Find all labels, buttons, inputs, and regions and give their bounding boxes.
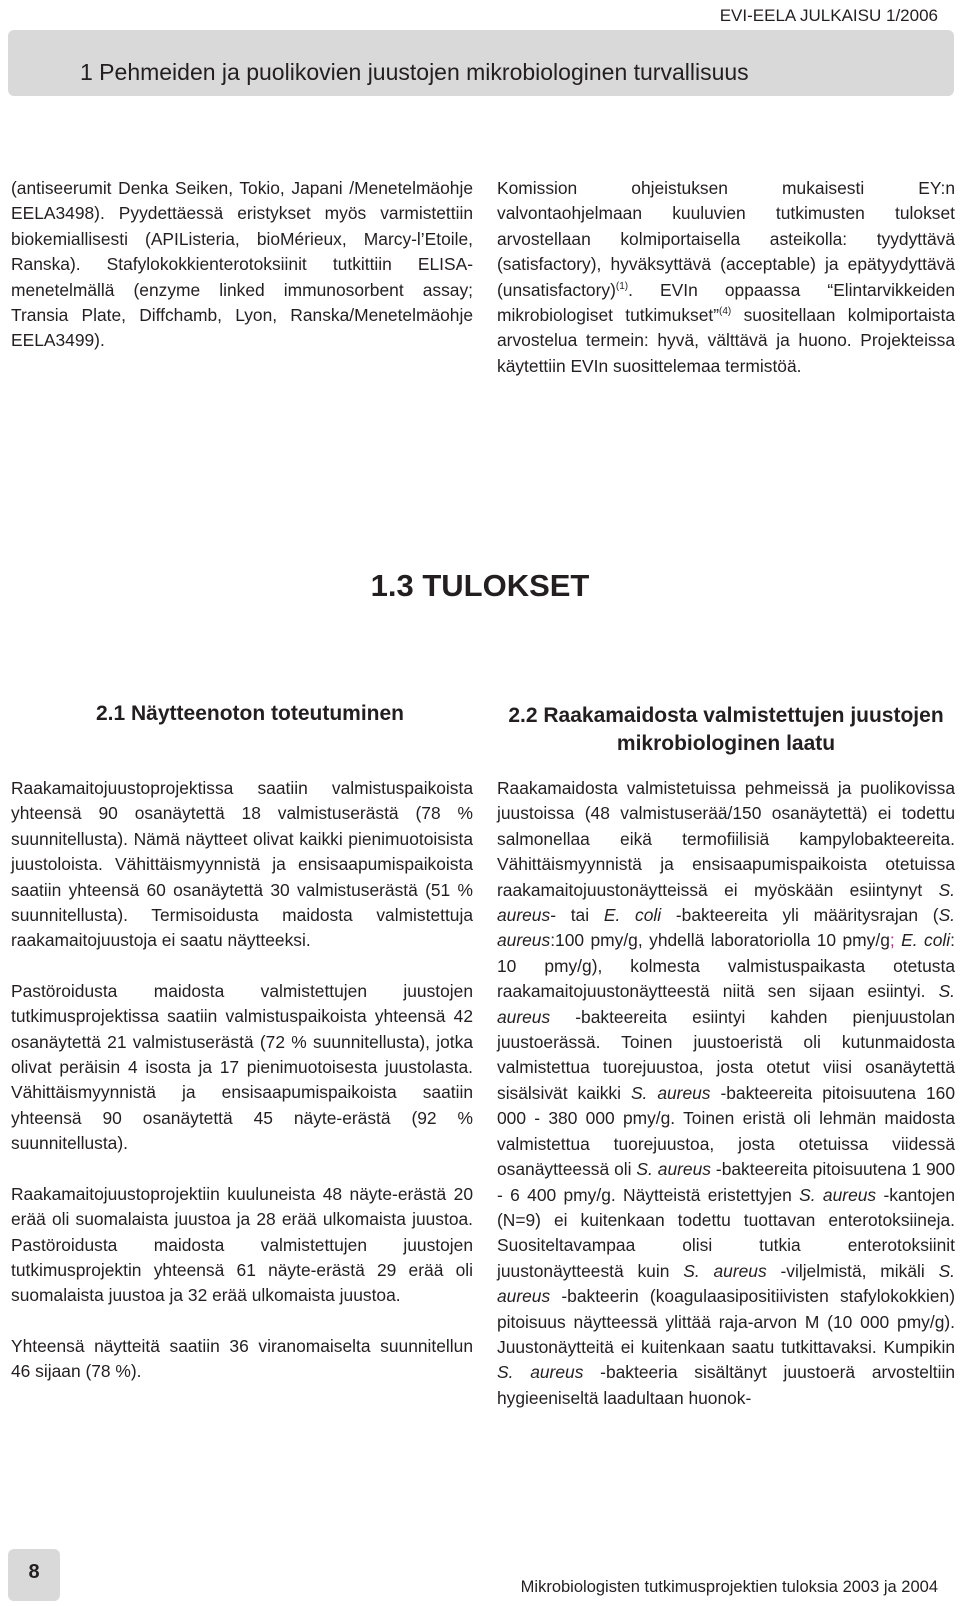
body-paragraph: Pastöroidusta maidosta valmistettujen juustojen tutkimusprojektissa saatiin valmistuspaikoista yhteensä 42 osanäytettä 21 valmistuserästä (72 % suunnitellusta), jotka olivat peräisin 4 isosta ja 17 pienimuotoisesta juustolasta. Vähittäismyynnistä ja ensisaapumispaikoista saatiin yhteensä 90 osanäytettä 45 näyte-erästä (92 % suunnitellusta).	[11, 980, 473, 1154]
subsection-heading-quality: 2.2 Raakamaidosta valmistettujen juustojen mikrobiologinen laatu	[508, 704, 944, 755]
footer-title: Mikrobiologisten tutkimusprojektien tuloksia 2003 ja 2004	[520, 1578, 938, 1596]
reference-1: (1)	[615, 280, 629, 292]
intro-left-column	[11, 176, 473, 379]
page-number: 8	[28, 1561, 40, 1583]
intro-left-paragraph: (antiseerumit Denka Seiken, Tokio, Japani /Menetelmäohje EELA3498). Pyydettäessä eristykset myös varmistettiin biokemiallisesti (APIListeria, bioMérieux, Marcy-l’Etoile, Ranska). Stafylokokkienterotoksiinit tutkittiin ELISA-menetelmällä (enzyme linked immunosorbent assay; Transia Plate, Diffchamb, Lyon, Ranska/Menetelmäohje EELA3499).	[11, 178, 473, 351]
body-paragraph: Raakamaitojuustoprojektissa saatiin valmistuspaikoista yhteensä 90 osanäytettä 18 valmistuserästä (78 % suunnitellusta). Nämä näytteet olivat kaikki pienimuotoisista juustoloista. Vähittäismyynnistä ja ensisaapumispaikoista saatiin yhteensä 60 osanäytettä 30 valmistuserästä (51 % suunnitellusta). Termisoidusta maidosta valmistettuja raakamaitojuustoja ei saatu näytteeksi.	[11, 778, 473, 951]
accent-semicolon: ;	[889, 930, 895, 951]
right-body-column	[497, 776, 955, 1436]
left-body-column	[11, 776, 473, 1410]
subsection-heading-sampling: 2.1 Näytteenoton toteutuminen	[95, 702, 405, 725]
body-paragraph: Raakamaidosta valmistetuissa pehmeissä ja puolikovissa juustoissa (48 valmistuserää/150 osanäytettä) ei todettu salmonellaa eikä termofiilisiä kampylobakteereita. Vähittäismyynnistä ja ensisaapumispaikoista otetuissa raakamaitojuustonäytteissä ei myöskään esiintynyt S. aureus- tai E. coli -bakteereita yli määritysrajan (S. aureus:100 pmy/g, yhdellä laboratoriolla 10 pmy/g; E. coli: 10 pmy/g), kolmesta valmistuspaikasta otetusta raakamaitojuustonäytteestä niitä sen sijaan esiintyi. S. aureus -bakteereita esiintyi kahden pienjuustolan juustoerässä. Toinen juustoeristä oli kutunmaidosta valmistettua tuorejuustoa, josta otetut viisi osanäytettä sisälsivät kaikki S. aureus -bakteereita pitoisuutena 160 000 - 380 000 pmy/g. Toinen eristä oli lehmän maidosta valmistettua tuorejuustoa, josta otetuissa viidessä osanäytteessä oli S. aureus -bakteereita pitoisuutena 1 900 - 6 400 pmy/g. Näytteistä eristettyjen S. aureus -kantojen (N=9) ei kuitenkaan todettu tuottavan enterotoksiineja. Suositeltavampaa olisi tutkia enterotoksiinit juustonäytteestä kuin S. aureus -viljelmistä, mikäli S. aureus -bakteerin (koagulaasipositiivisten stafylokokkien) pitoisuus näytteessä ylittää raja-arvon M (10 000 pmy/g). Juustonäytteitä ei kuitenkaan saatu tutkittavaksi. Kumpikin S. aureus -bakteeria sisältänyt juustoerä arvosteltiin hygieeniseltä laadultaan huonok-	[497, 778, 956, 1408]
intro-right-paragraph: Komission ohjeistuksen mukaisesti EY:n valvontaohjelmaan kuuluvien tutkimusten tulokset arvostellaan kolmiportaisella asteikolla: tyydyttävä (satisfactory), hyväksyttävä (acceptable) ja epätyydyttävä (unsatisfactory)$^{(1)}$. EVIn oppaassa “Elintarvikkeiden mikrobiologiset tutkimukset”$^{(4)}$ suositellaan kolmiportaista arvostelua termein: hyvä, välttävä ja huono. Projekteissa käytettiin EVIn suosittelemaa termistöä.	[497, 178, 955, 376]
publication-label: EVI-EELA JULKAISU 1/2006	[719, 6, 938, 25]
section-heading: 1.3 TULOKSET	[370, 568, 590, 603]
intro-right-column	[497, 176, 955, 404]
chapter-title: 1 Pehmeiden ja puolikovien juustojen mikrobiologinen turvallisuus	[80, 59, 749, 85]
body-paragraph: Raakamaitojuustoprojektiin kuuluneista 48 näyte-erästä 20 erää oli suomalaista juustoa ja 28 erää ulkomaista juustoa. Pastöroidusta maidosta valmistettujen juustojen tutkimusprojektin yhteensä 61 näyte-erästä 29 erää oli suomalaista juustoa ja 32 erää ulkomaista juustoa.	[11, 1183, 473, 1306]
body-paragraph: Yhteensä näytteitä saatiin 36 viranomaiselta suunnitellun 46 sijaan (78 %).	[11, 1335, 473, 1382]
reference-4: (4)	[719, 306, 732, 318]
